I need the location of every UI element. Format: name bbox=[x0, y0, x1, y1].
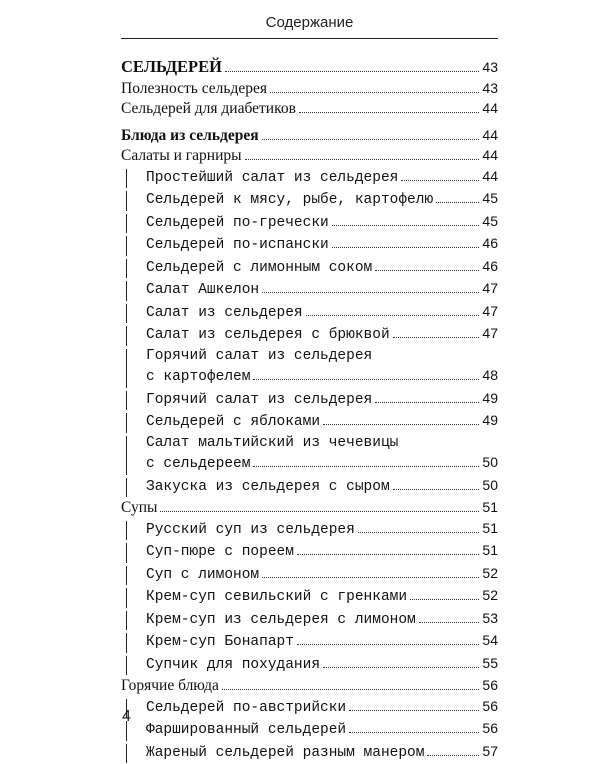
toc-entry-title: Супы bbox=[121, 499, 158, 516]
dot-leader bbox=[332, 225, 480, 226]
toc-entry-title: Полезность сельдерея bbox=[121, 79, 267, 97]
toc-entry-title: Салат мальтийский из чечевицы bbox=[146, 434, 399, 451]
toc-entry-title: Суп с лимоном bbox=[146, 566, 260, 583]
dot-leader bbox=[270, 92, 479, 93]
toc-entry bbox=[121, 257, 498, 279]
toc-entry-page: 46 bbox=[482, 235, 498, 251]
toc-entry-page: 52 bbox=[482, 564, 498, 581]
toc-entry-page: 51 bbox=[482, 542, 498, 558]
toc-entry bbox=[121, 476, 498, 498]
toc-entry-title: Фаршированный сельдерей bbox=[146, 722, 347, 738]
dot-leader bbox=[160, 511, 479, 512]
toc-entry-title: Крем-суп севильский с гренками bbox=[146, 589, 408, 605]
toc-entry-title: Суп-пюре с пореем bbox=[146, 544, 294, 560]
toc-entry-title-continued: с картофелем bbox=[146, 369, 251, 385]
toc-entry bbox=[121, 234, 498, 256]
dot-leader bbox=[393, 489, 480, 490]
dot-leader bbox=[262, 577, 479, 578]
dot-leader bbox=[375, 402, 479, 403]
toc-entry-title: Салат из сельдерея с брюквой bbox=[146, 327, 390, 343]
toc-entry bbox=[121, 609, 498, 631]
dot-leader bbox=[323, 424, 479, 425]
toc-entry bbox=[121, 99, 498, 119]
dot-leader bbox=[358, 532, 480, 533]
toc-entry-title: Сельдерей с лимонным соком bbox=[146, 259, 373, 276]
toc-entry-page: 45 bbox=[482, 212, 498, 229]
toc-entry bbox=[121, 654, 498, 676]
dot-leader bbox=[299, 112, 480, 113]
toc-entry-page: 48 bbox=[482, 367, 498, 383]
dot-leader bbox=[419, 622, 480, 623]
toc-entry bbox=[121, 302, 498, 324]
toc-entry-page: 43 bbox=[482, 79, 498, 96]
toc-entry-title: Русский суп из сельдерея bbox=[146, 521, 355, 538]
toc-entry bbox=[121, 411, 498, 433]
toc-entry-page: 49 bbox=[482, 412, 498, 428]
toc-entry bbox=[121, 676, 498, 696]
toc-entry bbox=[121, 697, 498, 719]
toc-entry bbox=[121, 541, 498, 563]
dot-leader bbox=[427, 755, 479, 756]
table-of-contents bbox=[121, 57, 498, 764]
dot-leader bbox=[297, 554, 479, 555]
toc-entry-page: 54 bbox=[482, 632, 498, 648]
toc-entry-page: 57 bbox=[482, 742, 498, 759]
toc-entry bbox=[121, 126, 498, 146]
toc-entry-title: Закуска из сельдерея с сыром bbox=[146, 478, 390, 495]
toc-entry-title: СЕЛЬДЕРЕЙ bbox=[121, 57, 222, 76]
toc-entry-title: Блюда из сельдерея bbox=[121, 126, 259, 144]
toc-entry-title: Крем-суп из сельдерея с лимоном bbox=[146, 611, 416, 628]
dot-leader bbox=[401, 180, 479, 181]
toc-entry bbox=[121, 434, 498, 475]
toc-entry-title: Салат Ашкелон bbox=[146, 282, 260, 298]
toc-entry-title: Простейший салат из сельдерея bbox=[146, 169, 399, 186]
toc-entry-title: Сельдерей с яблоками bbox=[146, 414, 321, 430]
dot-leader bbox=[262, 292, 479, 293]
toc-entry bbox=[121, 279, 498, 301]
dot-leader bbox=[332, 247, 480, 248]
toc-entry-page: 47 bbox=[482, 302, 498, 319]
toc-entry-title: Сельдерей по-австрийски bbox=[146, 699, 347, 716]
toc-entry bbox=[121, 189, 498, 211]
toc-entry bbox=[121, 564, 498, 586]
toc-entry-page: 46 bbox=[482, 257, 498, 274]
toc-entry-title: Горячий салат из сельдерея bbox=[146, 347, 373, 364]
dot-leader bbox=[253, 466, 479, 467]
dot-leader bbox=[222, 689, 480, 690]
toc-entry-page: 51 bbox=[482, 519, 498, 536]
dot-leader bbox=[436, 202, 479, 203]
toc-entry-title: Жареный сельдерей разным манером bbox=[146, 744, 425, 761]
toc-entry-title-continued: с сельдереем bbox=[146, 456, 251, 472]
toc-entry-title: Салат из сельдерея bbox=[146, 304, 303, 321]
dot-leader bbox=[245, 159, 480, 160]
toc-entry bbox=[121, 146, 498, 166]
toc-entry bbox=[121, 586, 498, 608]
toc-entry-page: 52 bbox=[482, 587, 498, 603]
toc-entry-title: Крем-суп Бонапарт bbox=[146, 634, 294, 650]
dot-leader bbox=[323, 667, 479, 668]
toc-entry-page: 44 bbox=[482, 126, 498, 143]
toc-entry-title: Горячие блюда bbox=[121, 677, 219, 694]
toc-entry-title: Сельдерей по-гречески bbox=[146, 214, 329, 231]
dot-leader bbox=[410, 599, 479, 600]
header-rule bbox=[121, 38, 498, 39]
toc-entry-page: 44 bbox=[482, 167, 498, 184]
toc-entry bbox=[121, 498, 498, 518]
toc-entry-title: Салаты и гарниры bbox=[121, 147, 242, 164]
toc-entry bbox=[121, 79, 498, 99]
toc-entry bbox=[121, 389, 498, 411]
toc-entry-page: 56 bbox=[482, 720, 498, 736]
toc-entry-page: 55 bbox=[482, 654, 498, 671]
toc-entry bbox=[121, 719, 498, 741]
toc-entry bbox=[121, 519, 498, 541]
page-number: 4 bbox=[122, 708, 131, 725]
toc-entry bbox=[121, 212, 498, 234]
toc-entry-page: 45 bbox=[482, 190, 498, 206]
toc-entry-page: 43 bbox=[482, 59, 498, 75]
dot-leader bbox=[297, 644, 479, 645]
toc-entry-page: 49 bbox=[482, 389, 498, 406]
toc-entry-title: Горячий салат из сельдерея bbox=[146, 391, 373, 408]
toc-entry bbox=[121, 347, 498, 388]
toc-entry-title: Сельдерей по-испански bbox=[146, 237, 329, 253]
toc-entry-page: 53 bbox=[482, 609, 498, 626]
page-header-title: Содержание bbox=[265, 14, 354, 31]
dot-leader bbox=[349, 732, 479, 733]
dot-leader bbox=[349, 710, 479, 711]
toc-entry-page: 50 bbox=[482, 454, 498, 470]
toc-entry-page: 56 bbox=[482, 677, 498, 693]
dot-leader bbox=[306, 315, 480, 316]
toc-entry-page: 44 bbox=[482, 147, 498, 163]
toc-entry bbox=[121, 324, 498, 346]
dot-leader bbox=[253, 379, 479, 380]
dot-leader bbox=[375, 270, 479, 271]
toc-entry-title: Сельдерей к мясу, рыбе, картофелю bbox=[146, 192, 434, 208]
toc-entry-page: 44 bbox=[482, 100, 498, 116]
dot-leader bbox=[225, 71, 479, 72]
toc-entry-page: 47 bbox=[482, 280, 498, 296]
toc-entry bbox=[121, 167, 498, 189]
toc-entry bbox=[121, 57, 498, 78]
dot-leader bbox=[393, 337, 480, 338]
toc-entry bbox=[121, 742, 498, 764]
toc-entry-page: 50 bbox=[482, 476, 498, 493]
dot-leader bbox=[262, 139, 480, 140]
toc-entry-title: Сельдерей для диабетиков bbox=[121, 100, 296, 117]
toc-entry bbox=[121, 631, 498, 653]
toc-entry-title: Супчик для похудания bbox=[146, 656, 321, 673]
toc-entry-page: 56 bbox=[482, 697, 498, 714]
toc-entry-page: 51 bbox=[482, 499, 498, 515]
toc-entry-page: 47 bbox=[482, 325, 498, 341]
